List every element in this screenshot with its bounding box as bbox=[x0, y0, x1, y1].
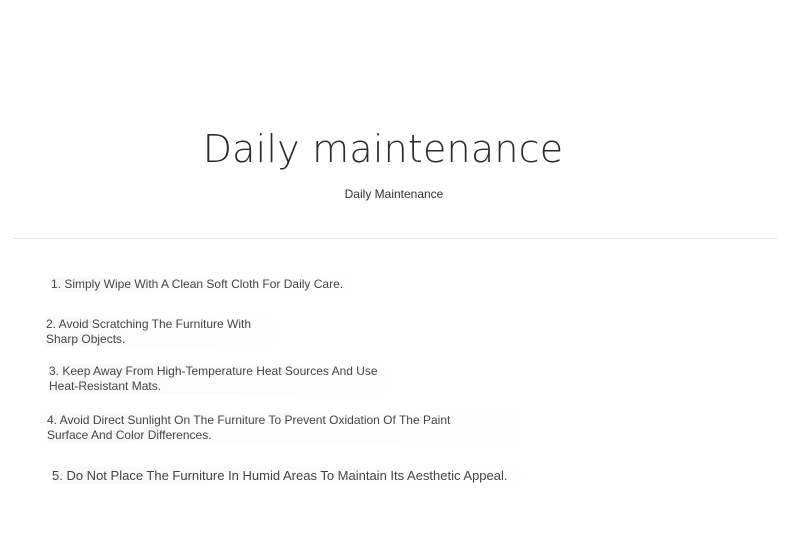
maintenance-tip-2 bbox=[46, 317, 291, 347]
maintenance-tip-3 bbox=[49, 364, 409, 394]
tip-1-line-1: 1. Simply Wipe With A Clean Soft Cloth For Daily Care. bbox=[51, 277, 344, 291]
tip-3-line-1: 3. Keep Away From High-Temperature Heat Sources And Use bbox=[49, 364, 378, 378]
maintenance-tip-4 bbox=[47, 413, 552, 443]
tip-4-line-2: Surface And Color Differences. bbox=[47, 428, 212, 442]
tip-2-line-1: 2. Avoid Scratching The Furniture With bbox=[46, 317, 251, 331]
page-title: Daily maintenance bbox=[202, 127, 564, 171]
tip-4-line-1: 4. Avoid Direct Sunlight On The Furniture To Prevent Oxidation Of The Paint bbox=[47, 413, 451, 427]
tip-3-line-2: Heat-Resistant Mats. bbox=[49, 379, 162, 393]
section-divider bbox=[13, 238, 777, 239]
tip-5-line-1: 5. Do Not Place The Furniture In Humid Areas To Maintain Its Aesthetic Appeal. bbox=[52, 468, 508, 483]
tip-2-line-2: Sharp Objects. bbox=[46, 332, 126, 346]
maintenance-tip-5 bbox=[52, 467, 552, 484]
maintenance-tip-1 bbox=[51, 277, 371, 292]
page-subtitle: Daily Maintenance bbox=[344, 187, 444, 201]
